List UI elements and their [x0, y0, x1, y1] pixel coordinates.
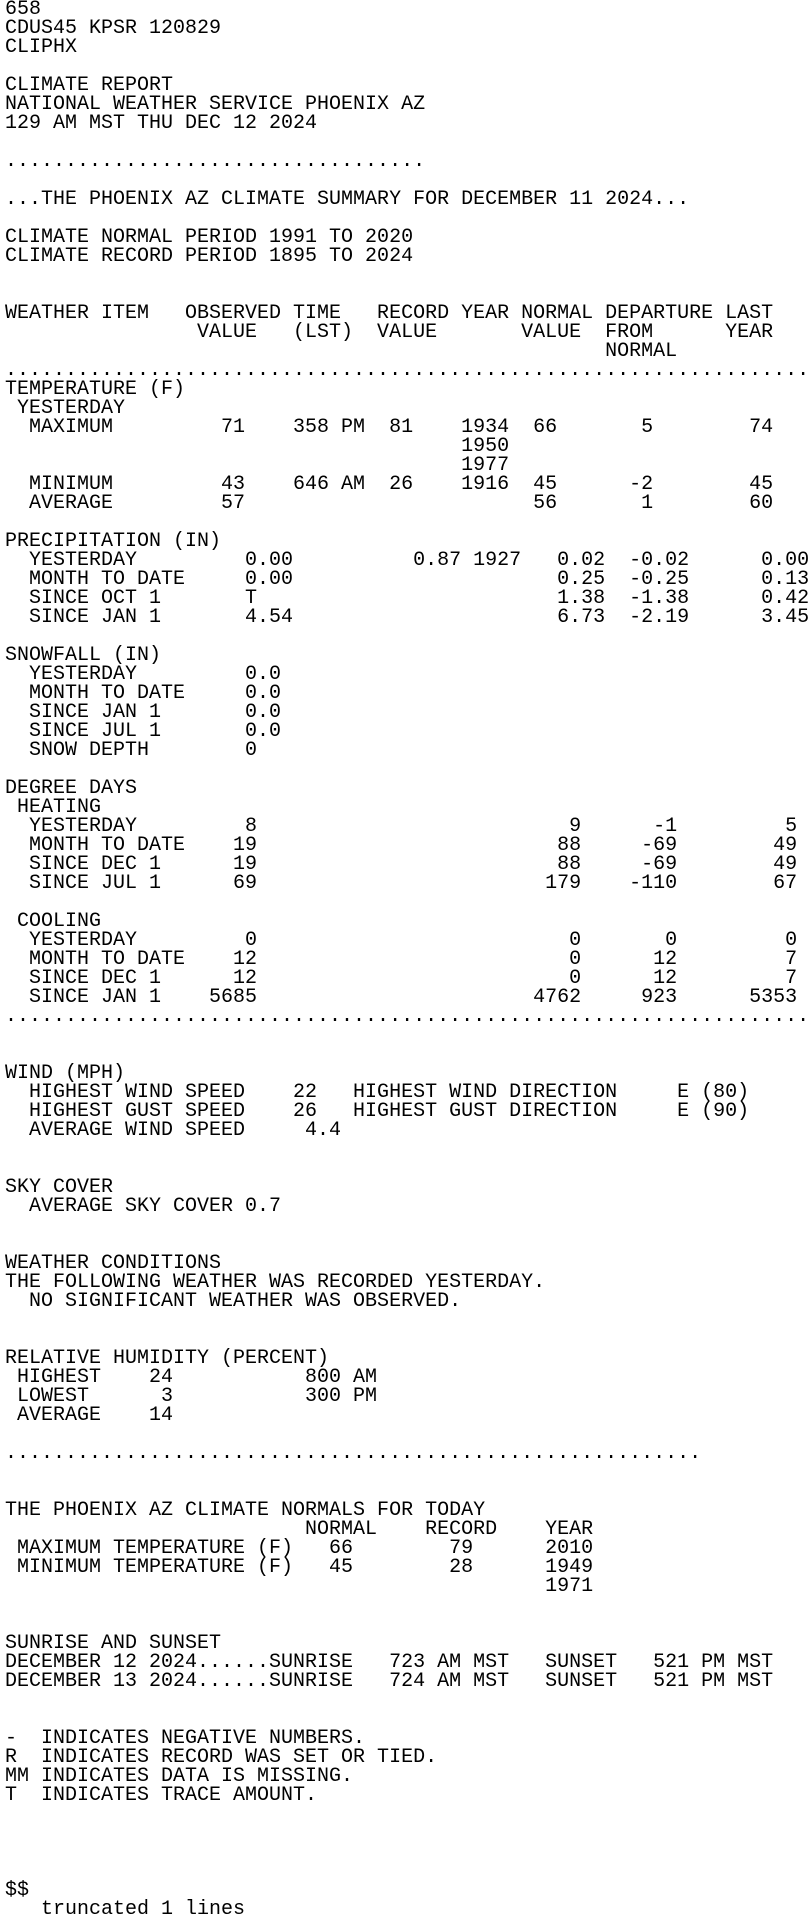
report-line: SINCE DEC 1 19 88 -69 49	[5, 853, 798, 876]
report-line: ...................................................................	[5, 359, 810, 382]
report-line: R INDICATES RECORD WAS SET OR TIED.	[5, 1746, 438, 1769]
report-line: AVERAGE WIND SPEED 4.4	[5, 1119, 342, 1142]
report-line: SNOWFALL (IN)	[5, 644, 162, 667]
report-line: CDUS45 KPSR 120829	[5, 17, 222, 40]
report-line: AVERAGE 14	[5, 1404, 174, 1427]
report-line: HIGHEST WIND SPEED 22 HIGHEST WIND DIRECTION E (80)	[5, 1081, 750, 1104]
report-line: AVERAGE 57 56 1 60	[5, 492, 774, 515]
report-line: SNOW DEPTH 0	[5, 739, 258, 762]
report-line: HEATING	[5, 796, 102, 819]
report-line: MONTH TO DATE 19 88 -69 49	[5, 834, 798, 857]
report-line: MONTH TO DATE 12 0 12 7	[5, 948, 798, 971]
report-line: PRECIPITATION (IN)	[5, 530, 222, 553]
report-line	[5, 893, 810, 912]
report-line	[5, 1026, 810, 1045]
report-line: SKY COVER	[5, 1176, 114, 1199]
report-line: COOLING	[5, 910, 102, 933]
report-line	[5, 1311, 810, 1330]
report-line	[5, 1045, 810, 1064]
report-line: NORMAL	[5, 340, 678, 363]
report-line: YESTERDAY 0.00 0.87 1927 0.02 -0.02 0.00	[5, 549, 810, 572]
report-line	[5, 1843, 810, 1862]
report-line: SINCE JUL 1 0.0	[5, 720, 282, 743]
report-line: AVERAGE SKY COVER 0.7	[5, 1195, 282, 1218]
report-line: 658	[5, 0, 42, 21]
report-line	[5, 1140, 810, 1159]
report-line: $$	[5, 1879, 30, 1902]
report-line: 1977	[5, 454, 510, 477]
report-line: ...THE PHOENIX AZ CLIMATE SUMMARY FOR DECEMBER 11 2024...	[5, 188, 690, 211]
report-line: 1971	[5, 1575, 594, 1598]
report-line: CLIMATE REPORT	[5, 74, 174, 97]
report-line	[5, 1216, 810, 1235]
report-line: MONTH TO DATE 0.00 0.25 -0.25 0.13	[5, 568, 810, 591]
report-line: ...................................................................	[5, 1005, 810, 1028]
report-line: DECEMBER 12 2024......SUNRISE 723 AM MST SUNSET 521 PM MST	[5, 1651, 774, 1674]
report-line	[5, 1463, 810, 1482]
report-line: truncated 1 lines	[5, 1898, 246, 1921]
report-line: THE PHOENIX AZ CLIMATE NORMALS FOR TODAY	[5, 1499, 486, 1522]
report-line: MINIMUM TEMPERATURE (F) 45 28 1949	[5, 1556, 594, 1579]
report-line: HIGHEST 24 800 AM	[5, 1366, 378, 1389]
report-line: MAXIMUM TEMPERATURE (F) 66 79 2010	[5, 1537, 594, 1560]
report-line: MONTH TO DATE 0.0	[5, 682, 282, 705]
report-line: WEATHER CONDITIONS	[5, 1252, 222, 1275]
report-line: YESTERDAY 0 0 0 0	[5, 929, 798, 952]
report-line: SUNRISE AND SUNSET	[5, 1632, 222, 1655]
report-line	[5, 1691, 810, 1710]
report-line: 1950	[5, 435, 510, 458]
report-line	[5, 266, 810, 285]
report-line: SINCE OCT 1 T 1.38 -1.38 0.42	[5, 587, 810, 610]
report-line: DECEMBER 13 2024......SUNRISE 724 AM MST SUNSET 521 PM MST	[5, 1670, 774, 1693]
report-line: CLIMATE NORMAL PERIOD 1991 TO 2020	[5, 226, 414, 249]
report-line: HIGHEST GUST SPEED 26 HIGHEST GUST DIRECTION E (90)	[5, 1100, 750, 1123]
report-line: MAXIMUM 71 358 PM 81 1934 66 5 74	[5, 416, 774, 439]
report-line: THE FOLLOWING WEATHER WAS RECORDED YESTERDAY.	[5, 1271, 546, 1294]
report-line: ...................................	[5, 150, 426, 173]
report-line: VALUE (LST) VALUE VALUE FROM YEAR	[5, 321, 774, 344]
report-line: SINCE JAN 1 0.0	[5, 701, 282, 724]
report-line: WIND (MPH)	[5, 1062, 126, 1085]
report-line: MM INDICATES DATA IS MISSING.	[5, 1765, 354, 1788]
report-line: SINCE JAN 1 4.54 6.73 -2.19 3.45	[5, 606, 810, 629]
report-line: 129 AM MST THU DEC 12 2024	[5, 112, 318, 135]
report-line: YESTERDAY 0.0	[5, 663, 282, 686]
report-line: NORMAL RECORD YEAR	[5, 1518, 594, 1541]
report-line	[5, 1596, 810, 1615]
report-line: RELATIVE HUMIDITY (PERCENT)	[5, 1347, 330, 1370]
report-line: DEGREE DAYS	[5, 777, 138, 800]
report-line: YESTERDAY 8 9 -1 5	[5, 815, 798, 838]
report-line: SINCE JUL 1 69 179 -110 67	[5, 872, 798, 895]
report-line: TEMPERATURE (F)	[5, 378, 186, 401]
report-line: NO SIGNIFICANT WEATHER WAS OBSERVED.	[5, 1290, 462, 1313]
report-line	[5, 1159, 810, 1178]
report-line: CLIMATE RECORD PERIOD 1895 TO 2024	[5, 245, 414, 268]
report-line	[5, 1862, 810, 1881]
report-line: T INDICATES TRACE AMOUNT.	[5, 1784, 318, 1807]
report-line: NATIONAL WEATHER SERVICE PHOENIX AZ	[5, 93, 426, 116]
report-line: CLIPHX	[5, 36, 78, 59]
report-line	[5, 1805, 810, 1824]
report-line: YESTERDAY	[5, 397, 126, 420]
report-line: ..........................................................	[5, 1442, 702, 1465]
report-line	[5, 1824, 810, 1843]
report-line: MINIMUM 43 646 AM 26 1916 45 -2 45	[5, 473, 774, 496]
report-line: - INDICATES NEGATIVE NUMBERS.	[5, 1727, 366, 1750]
report-line: LOWEST 3 300 PM	[5, 1385, 378, 1408]
report-line: WEATHER ITEM OBSERVED TIME RECORD YEAR NORMAL DEPARTURE LAST	[5, 302, 774, 325]
report-line: SINCE DEC 1 12 0 12 7	[5, 967, 798, 990]
report-line: SINCE JAN 1 5685 4762 923 5353	[5, 986, 798, 1009]
